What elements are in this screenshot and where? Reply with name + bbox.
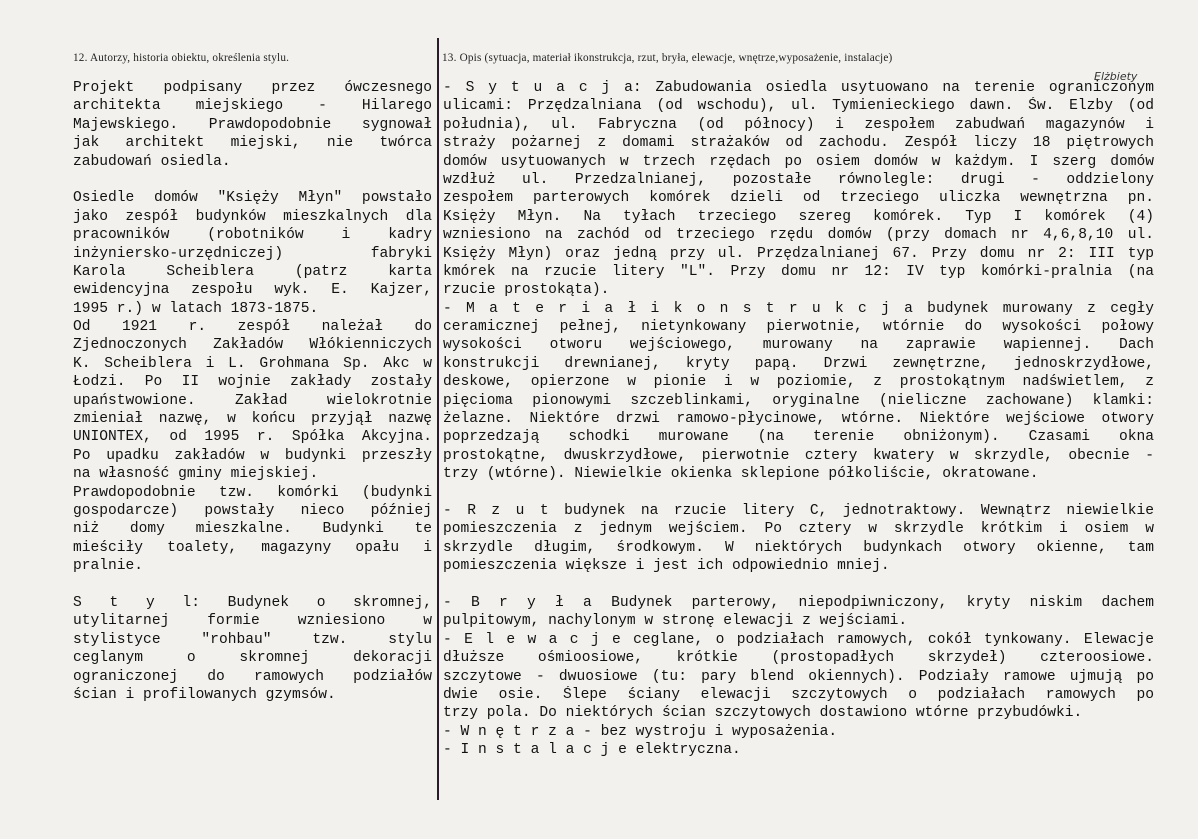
- text-line: dłuższe ośmioosiowe, krótkie (prostopadłych skrzydeł) czteroosiowe.: [443, 650, 1154, 667]
- text-line: pulpitowym, nachylonym w stronę elewacji z wejściami.: [443, 613, 908, 630]
- text-line: Zjednoczonych Zakładów Włókienniczych: [73, 337, 432, 354]
- text-line: trzy (wtórne). Niewielkie okienka sklepione półkoliście, okratowane.: [443, 466, 1039, 483]
- text-line: pomieszczenia większe i jest ich odpowiednio mniej.: [443, 558, 890, 575]
- text-line: Majewskiego. Prawdopodobnie sygnował: [73, 116, 432, 133]
- text-line: stylistyce "rohbau" tzw. stylu: [73, 631, 432, 648]
- text-line: ceglanym o skromnej dekoracji: [73, 650, 432, 667]
- text-line: kmórek na rzucie litery "L". Przy domu nr 12: IV typ komórki-pralnia (na: [443, 263, 1154, 280]
- text-line: wzdłuż ul. Przedzalnianej, pozostałe równolegle: drugi - oddzielony: [443, 171, 1154, 188]
- handwritten-correction: Elżbiety: [1094, 70, 1138, 83]
- text-line: trzy pola. Do niektórych ścian szczytowych dostawiono wtórne przybudówki.: [443, 705, 1083, 722]
- text-line: straży pożarnej z domami strażaków od zachodu. Zespół liczy 18 piętrowych: [443, 135, 1154, 152]
- text-line: szczytowe - dwuosiowe (tu: pary blend okiennych). Podziały ramowe ujmują po: [443, 668, 1154, 685]
- text-line: - M a t e r i a ł i k o n s t r u k c j a budynek murowany z cegły: [443, 300, 1154, 317]
- text-line: architekta miejskiego - Hilarego: [73, 98, 432, 115]
- text-line: prostokątne, dwuskrzydłowe, pierwotnie cztery kwatery w skrzydle, obecnie -: [443, 447, 1154, 464]
- text-line: ulicami: Przędzalniana (od wschodu), ul. Tymienieckiego dawn. Św. Elzby (od: [443, 98, 1154, 115]
- text-line: pięcioma pionowymi szczeblinkami, oryginalne (nieliczne zachowane) klamki:: [443, 392, 1154, 409]
- plan-paragraph: [443, 502, 1154, 576]
- text-line: skrzydle długim, środkowym. W niektórych budynkach otwory okienne, tam: [443, 539, 1154, 556]
- text-line: gospodarcze) powstały nieco później: [73, 502, 432, 519]
- form-elevations-paragraph: [443, 594, 1154, 760]
- text-line: wysokości otworu wejściowego, murowany na zaprawie wapiennej. Dach: [443, 337, 1154, 354]
- text-line: pralnie.: [73, 558, 144, 575]
- authors-paragraph: [73, 79, 432, 171]
- text-line: Księży Młyn. Na tyłach trzeciego szereg komórek. Typ I komórek (4): [443, 208, 1154, 225]
- text-line: Projekt podpisany przez ówczesnego: [73, 80, 432, 96]
- text-line: domów usytuowanych w trzech rzędach po osiem domów w każdym. I szerg domów: [443, 153, 1154, 170]
- text-line: żelazne. Niektóre drzwi ramowo-płycinowe, wtórne. Niektóre wejściowe otwory: [443, 411, 1154, 428]
- text-line: mieściły toalety, magazyny opału i: [73, 539, 432, 556]
- section-13-heading: 13. Opis (sytuacja, materiał ikonstrukcja, rzut, bryła, elewacje, wnętrze,wyposażenie, instalacje): [442, 52, 893, 64]
- text-line: ewidencyjna zespołu wyk. E. Kajzer,: [73, 282, 432, 299]
- text-line: ścian i profilowanych gzymsów.: [73, 686, 336, 703]
- text-line: upaństwowione. Zakład wielokrotnie: [73, 392, 432, 409]
- text-line: Księży Młyn) oraz jedną przy ul. Przędzalnianej 67. Przy domu nr 2: III typ: [443, 245, 1154, 262]
- text-line: inżyniersko-urzędniczej) fabryki: [73, 245, 432, 262]
- text-line: Po upadku zakładów w budynki przeszły: [73, 447, 432, 464]
- text-line: ograniczonej do ramowych podziałów: [73, 668, 432, 685]
- text-line: południa), ul. Fabryczna (od północy) i zespołem zabudwań magazynów i: [443, 116, 1154, 133]
- text-line: Osiedle domów "Księży Młyn" powstało: [73, 190, 432, 207]
- section-12-heading: 12. Autorzy, historia obiektu, określenia stylu.: [73, 52, 290, 64]
- text-line: niż domy mieszkalne. Budynki te: [73, 521, 432, 538]
- text-line: jak architekt miejski, nie twórca: [73, 135, 432, 152]
- text-line: ceramicznej pełnej, nietynkowany pierwotnie, wtórnie do wysokości połowy: [443, 319, 1154, 336]
- text-line: na własność gminy miejskiej.: [73, 466, 319, 483]
- right-column-text: [443, 79, 1154, 759]
- text-line: Od 1921 r. zespół należał do: [73, 319, 432, 336]
- text-line: - R z u t budynek na rzucie litery C, jednotraktowy. Wewnątrz niewielkie: [443, 502, 1154, 519]
- text-line: dwie osie. Ślepe ściany elewacji szczytowych o podziałach ramowych po: [443, 686, 1154, 703]
- text-line: K. Scheiblera i L. Grohmana Sp. Akc w: [73, 355, 432, 372]
- text-line: zespołem parterowych komórek dzieli od trzeciego uliczka wewnętrzna pn.: [443, 190, 1154, 207]
- style-paragraph: [73, 594, 432, 704]
- text-line: Łodzi. Po II wojnie zakłady zostały: [73, 374, 432, 391]
- text-line: - W n ę t r z a - bez wystroju i wyposażenia.: [443, 723, 838, 740]
- text-line: - E l e w a c j e ceglane, o podziałach ramowych, cokół tynkowany. Elewacje: [443, 631, 1154, 648]
- text-line: Prawdopodobnie tzw. komórki (budynki: [73, 484, 432, 501]
- column-divider: [437, 38, 439, 800]
- text-line: deskowe, opierzone w pionie i w poziomie, z prostokątnym nadświetlem, z: [443, 374, 1154, 391]
- text-line: wzniesiono na zachód od trzeciego rzędu domów (przy domach nr 4,6,8,10 ul.: [443, 227, 1154, 244]
- situation-material-paragraph: [443, 79, 1154, 484]
- text-line: jako zespół budynków mieszkalnych dla: [73, 208, 432, 225]
- text-line: poprzedzają schodki murowane (na terenie obniżonym). Czasami okna: [443, 429, 1154, 446]
- text-line: pracowników (robotników i kadry: [73, 227, 432, 244]
- text-line: S t y l: Budynek o skromnej,: [73, 594, 432, 611]
- text-line: UNIONTEX, od 1995 r. Spółka Akcyjna.: [73, 429, 432, 446]
- text-line: - B r y ł a Budynek parterowy, niepodpiwniczony, kryty niskim dachem: [443, 594, 1154, 611]
- text-line: zmieniał nazwę, w końcu przyjął nazwę: [73, 411, 432, 428]
- text-line: - S y t u a c j a: Zabudowania osiedla usytuowano na terenie ograniczonym: [443, 80, 1154, 96]
- history-paragraph: [73, 189, 432, 575]
- text-line: konstrukcji drewnianej, kryty papą. Drzwi zewnętrzne, jednoskrzydłowe,: [443, 355, 1154, 372]
- text-line: zabudowań osiedla.: [73, 153, 231, 170]
- text-line: pomieszczenia z jednym wejściem. Po cztery w skrzydle krótkim i osiem w: [443, 521, 1154, 538]
- text-line: utylitarnej formie wzniesiono w: [73, 613, 432, 630]
- left-column-text: [73, 79, 432, 704]
- text-line: - I n s t a l a c j e elektryczna.: [443, 742, 741, 759]
- text-line: rzucie prostokąta).: [443, 282, 610, 299]
- text-line: Karola Scheiblera (patrz karta: [73, 263, 432, 280]
- text-line: 1995 r.) w latach 1873-1875.: [73, 300, 319, 317]
